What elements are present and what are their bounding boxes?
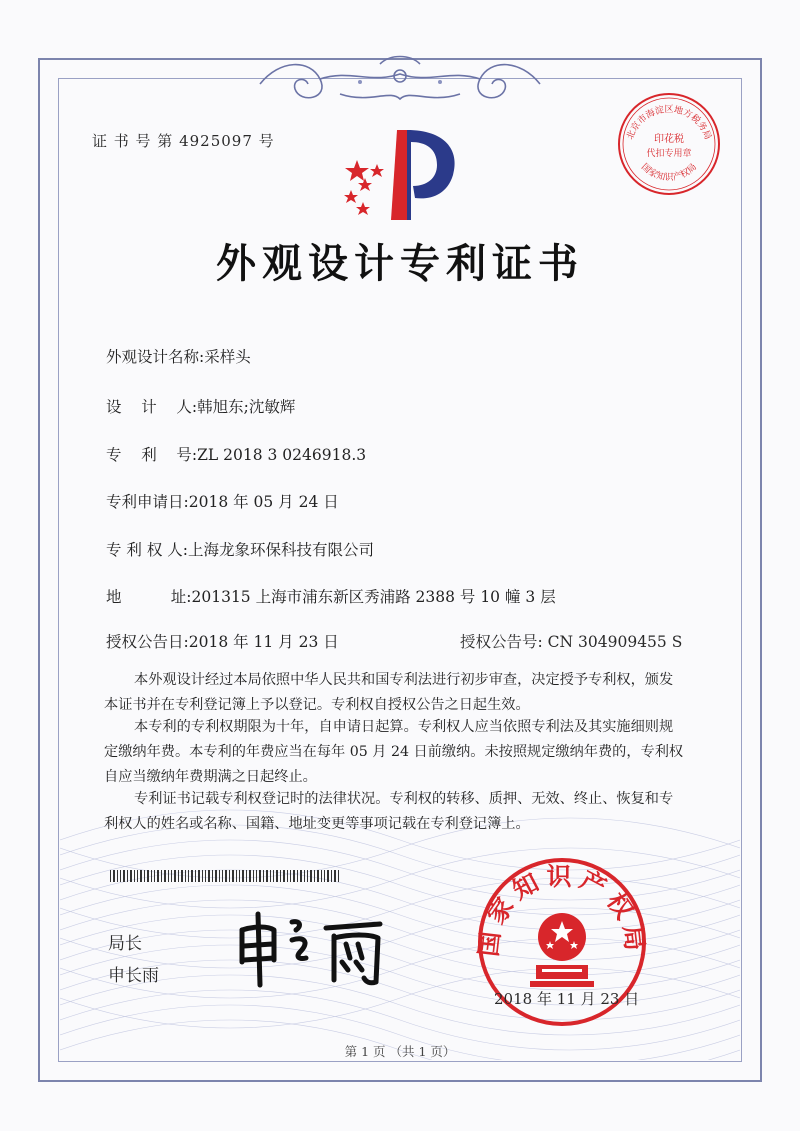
field-patentee (106, 538, 374, 560)
field-value: 采样头 (204, 348, 251, 366)
field-grant-pub-number (460, 630, 682, 652)
paragraph-line: 自应当缴纳年费期满之日起终止。 (104, 769, 317, 785)
paragraph-1 (104, 668, 708, 718)
field-filing-date (106, 490, 339, 512)
certificate-title: 外观设计专利证书 (216, 241, 584, 287)
tax-stamp-center-1: 印花税 (654, 134, 684, 145)
paragraph-2 (104, 715, 708, 790)
paragraph-line: 本外观设计经过本局依照中华人民共和国专利法进行初步审查，决定授予专利权，颁发 (134, 672, 674, 688)
tax-stamp-ring-text: 北京市海淀区地方税务局 (625, 105, 713, 142)
director-signature (230, 900, 420, 990)
certificate-number: 证 书 号 第 4925097 号 (92, 132, 275, 150)
paragraph-line: 定缴纳年费。本专利的年费应当在每年 05 月 24 日前缴纳。未按照规定缴纳年费的，专利权 (104, 744, 684, 760)
field-value: 韩旭东;沈敏辉 (197, 398, 296, 416)
director-block (108, 928, 159, 992)
seal-date: 2018 年 11 月 23 日 (494, 990, 640, 1008)
tax-stamp (615, 90, 723, 198)
page-footer: 第 1 页 （共 1 页） (344, 1044, 456, 1059)
field-value: 2018 年 05 月 24 日 (188, 493, 339, 511)
field-patent-number (106, 443, 366, 465)
field-label: 授权公告号: (460, 633, 543, 651)
field-designer (106, 395, 295, 417)
barcode (110, 870, 340, 882)
paragraph-line: 专利证书记载专利权登记时的法律状况。专利权的转移、质押、无效、终止、恢复和专 (134, 791, 674, 807)
paragraph-line: 利权人的姓名或名称、国籍、地址变更等事项记载在专利登记簿上。 (104, 816, 530, 832)
field-design-name (106, 345, 251, 367)
tax-stamp-bottom-text: 国家知识产权局 (638, 162, 700, 184)
paragraph-3 (104, 787, 708, 837)
field-value: 201315 上海市浦东新区秀浦路 2388 号 10 幢 3 层 (191, 588, 556, 606)
field-label: 专利申请日: (106, 493, 189, 511)
svg-text:国家知识产权局 (639, 161, 699, 183)
paragraph-line: 本专利的专利权期限为十年，自申请日起算。专利权人应当依照专利法及其实施细则规 (134, 719, 674, 735)
field-label: 地 址: (106, 588, 192, 606)
field-label: 授权公告日: (106, 633, 189, 651)
paragraph-line: 本证书并在专利登记簿上予以登记。专利权自授权公告之日起生效。 (104, 697, 530, 713)
field-address (106, 585, 556, 607)
field-value: ZL 2018 3 0246918.3 (197, 446, 367, 464)
field-grant-date (106, 630, 339, 652)
field-value: 2018 年 11 月 23 日 (188, 633, 339, 651)
cnipa-logo-icon (335, 120, 475, 230)
field-label: 设 计 人: (106, 398, 198, 416)
field-label: 专 利 权 人: (106, 541, 189, 559)
seal-org-text: 国家知识产权局 (473, 862, 651, 959)
tax-stamp-center-2: 代扣专用章 (646, 149, 692, 159)
top-ornament (240, 54, 560, 114)
director-name: 申长雨 (108, 966, 159, 986)
field-label: 专 利 号: (106, 446, 198, 464)
field-label: 外观设计名称: (106, 348, 205, 366)
field-value: 上海龙象环保科技有限公司 (188, 541, 375, 559)
director-title: 局长 (108, 934, 142, 954)
field-value: CN 304909455 S (547, 633, 683, 651)
